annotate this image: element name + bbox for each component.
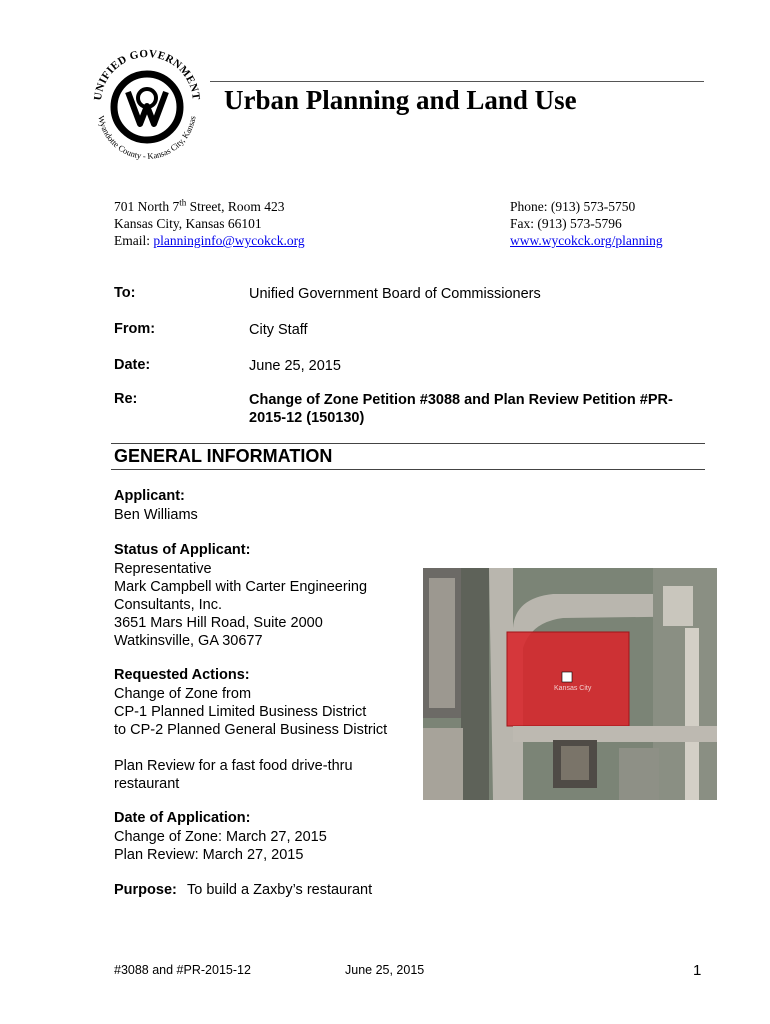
from-value: City Staff bbox=[249, 322, 308, 338]
status-line: Representative bbox=[114, 561, 212, 577]
email-line bbox=[114, 232, 305, 249]
to-value: Unified Government Board of Commissioners bbox=[249, 286, 541, 302]
requested-action-line: CP-1 Planned Limited Business District bbox=[114, 704, 367, 720]
map-site-label: Kansas City bbox=[554, 685, 592, 692]
footer-petition-ref: #3088 and #PR-2015-12 bbox=[114, 963, 251, 977]
to-label: To: bbox=[114, 285, 136, 301]
address-line-1 bbox=[114, 198, 305, 215]
address-ordinal: th bbox=[179, 197, 187, 208]
email-link[interactable]: planninginfo@wycokck.org bbox=[153, 233, 305, 248]
section-rule-top bbox=[111, 443, 705, 444]
logo-ring-text: UNIFIED GOVERNMENT bbox=[91, 47, 203, 102]
date-value: June 25, 2015 bbox=[249, 358, 341, 374]
website-link[interactable]: www.wycokck.org/planning bbox=[510, 233, 663, 248]
address-line-1-part: 701 North 7 bbox=[114, 199, 180, 214]
requested-actions-label: Requested Actions: bbox=[114, 667, 250, 683]
re-label: Re: bbox=[114, 391, 138, 407]
purpose-value: To build a Zaxby’s restaurant bbox=[187, 882, 373, 898]
status-line: Watkinsville, GA 30677 bbox=[114, 633, 263, 649]
status-line: 3651 Mars Hill Road, Suite 2000 bbox=[114, 615, 323, 631]
date-label: Date: bbox=[114, 357, 151, 373]
from-label: From: bbox=[114, 321, 156, 337]
section-rule-bottom bbox=[111, 469, 705, 470]
status-line: Mark Campbell with Carter Engineering bbox=[114, 579, 368, 595]
status-label: Status of Applicant: bbox=[114, 542, 251, 558]
applicant-label: Applicant: bbox=[114, 488, 185, 504]
footer-date: June 25, 2015 bbox=[345, 963, 425, 977]
re-value: Change of Zone Petition #3088 and Plan Review Petition #PR-2015-12 (150130) bbox=[249, 392, 673, 426]
office-address bbox=[114, 198, 305, 249]
unified-government-logo bbox=[84, 40, 210, 166]
requested-action-line: to CP-2 Planned General Business District bbox=[114, 722, 388, 738]
requested-action-line: Change of Zone from bbox=[114, 686, 252, 702]
phone-line: Phone: (913) 573-5750 bbox=[510, 199, 636, 214]
date-of-application-line: Plan Review: March 27, 2015 bbox=[114, 847, 304, 863]
page-number: 1 bbox=[693, 962, 702, 979]
aerial-site-map bbox=[423, 568, 717, 800]
date-of-application-label: Date of Application: bbox=[114, 810, 251, 826]
fax-line: Fax: (913) 573-5796 bbox=[510, 216, 622, 231]
section-title: GENERAL INFORMATION bbox=[114, 446, 333, 466]
email-label: Email: bbox=[114, 233, 154, 248]
purpose-label: Purpose: bbox=[114, 882, 177, 898]
status-line: Consultants, Inc. bbox=[114, 597, 222, 613]
plan-review-line: restaurant bbox=[114, 776, 180, 792]
address-line-2: Kansas City, Kansas 66101 bbox=[114, 216, 262, 231]
date-of-application-line: Change of Zone: March 27, 2015 bbox=[114, 829, 327, 845]
address-line-1-rest: Street, Room 423 bbox=[186, 199, 285, 214]
logo-ring-text-bottom: Wyandotte County - Kansas City, Kansas bbox=[96, 114, 198, 162]
office-contact bbox=[510, 198, 663, 249]
document-title: Urban Planning and Land Use bbox=[224, 85, 577, 115]
plan-review-line: Plan Review for a fast food drive-thru bbox=[114, 758, 353, 774]
applicant-value: Ben Williams bbox=[114, 507, 198, 523]
